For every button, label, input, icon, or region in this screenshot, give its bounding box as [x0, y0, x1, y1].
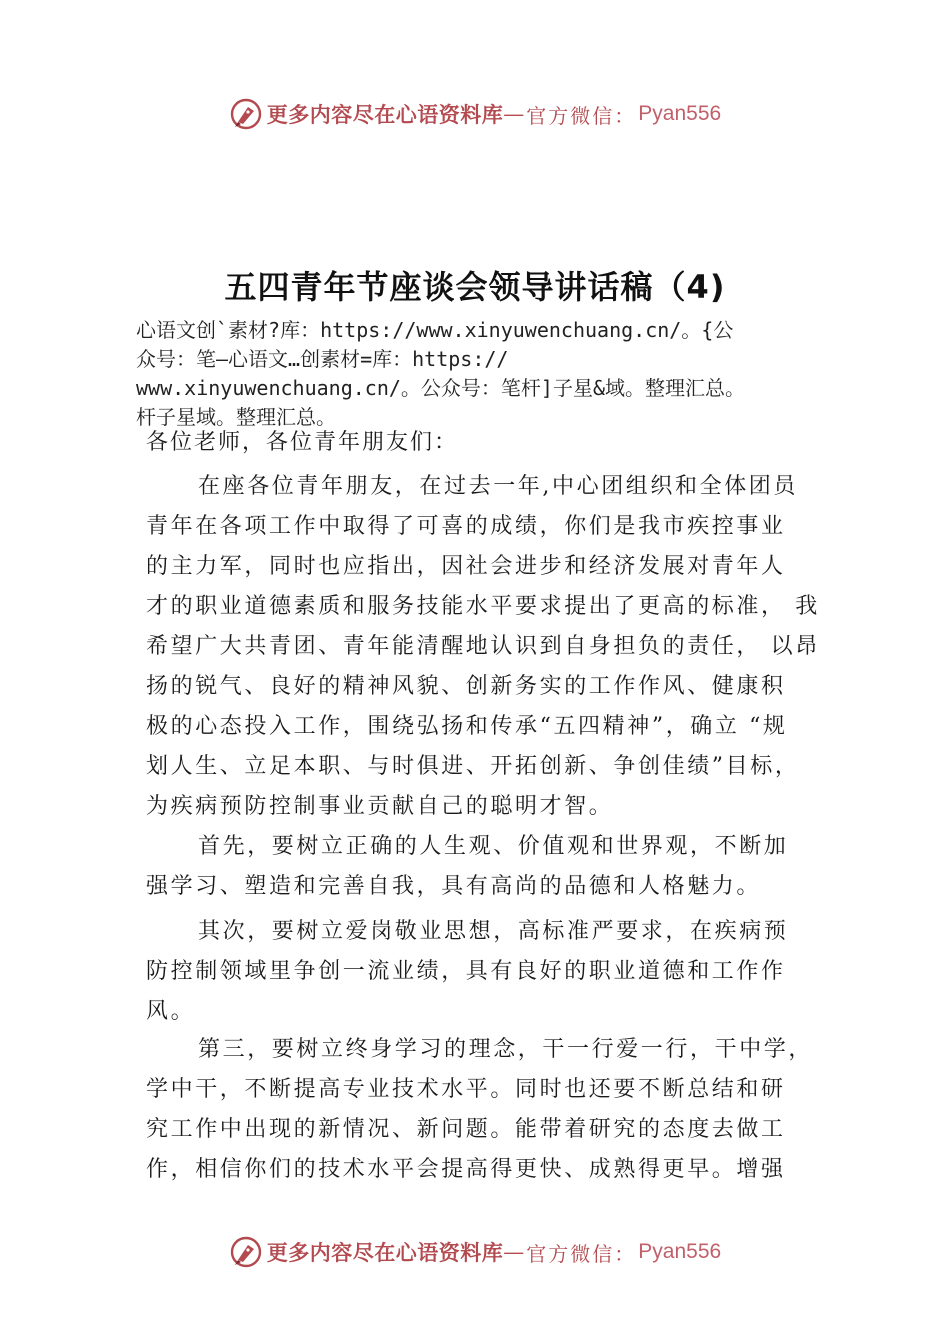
source-note-line: 心语文创`素材?库：https://www.xinyuwenchuang.cn/。{公: [136, 318, 734, 342]
paragraph-line: 作，相信你们的技术水平会提高得更快、成熟得更早。增强: [146, 1157, 786, 1182]
header-banner: [0, 94, 950, 134]
source-note-line: 杆子星域。整理汇总。: [136, 405, 336, 429]
paragraph-line: 的主力军，同时也应指出，因社会进步和经济发展对青年人: [146, 554, 786, 579]
banner-brand-text: 更多内容尽在心语资料库: [266, 1240, 504, 1265]
banner-dash: —: [503, 1240, 525, 1264]
banner-dash: —: [503, 102, 525, 126]
source-note: [136, 316, 850, 432]
paragraph-line: 防控制领域里争创一流业绩，具有良好的职业道德和工作作: [146, 959, 786, 984]
paragraph-line: 第三，要树立终身学习的理念，干一行爱一行，干中学，: [198, 1037, 814, 1062]
pen-nib-logo-icon: [229, 1235, 263, 1269]
body-paragraph-3: [146, 912, 826, 1032]
paragraph-line: 在座各位青年朋友，在过去一年,中心团组织和全体团员: [198, 474, 798, 499]
banner-brand-text: 更多内容尽在心语资料库: [266, 102, 504, 127]
paragraph-line: 首先，要树立正确的人生观、价值观和世界观，不断加: [198, 834, 789, 859]
source-note-line: www.xinyuwenchuang.cn/。公众号：笔杆]子星&域。整理汇总。: [136, 376, 745, 400]
body-paragraph-1: [146, 467, 826, 827]
paragraph-line: 强学习、塑造和完善自我，具有高尚的品德和人格魅力。: [146, 874, 762, 899]
paragraph-line: 划人生、立足本职、与时俱进、开拓创新、争创佳绩”目标，: [146, 754, 800, 779]
banner-wechat-id: Pyan556: [638, 102, 722, 125]
paragraph-line: 风。: [146, 999, 196, 1024]
banner-wechat-label: 官方微信：: [526, 1241, 637, 1266]
paragraph-line: 希望广大共青团、青年能清醒地认识到自身担负的责任， 以昂: [146, 634, 820, 659]
pen-nib-logo-icon: [229, 97, 263, 131]
paragraph-line: 青年在各项工作中取得了可喜的成绩，你们是我市疾控事业: [146, 514, 786, 539]
body-paragraph-4: [146, 1030, 826, 1190]
paragraph-line: 才的职业道德素质和服务技能水平要求提出了更高的标准， 我: [146, 594, 820, 619]
document-title: 五四青年节座谈会领导讲话稿（4): [224, 268, 726, 306]
footer-banner: [0, 1232, 950, 1272]
banner-wechat-id: Pyan556: [638, 1240, 722, 1263]
source-note-line: 众号：笔—心语文…创素材=库：https://: [136, 347, 509, 371]
paragraph-line: 为疾病预防控制事业贡献自己的聪明才智。: [146, 794, 614, 819]
banner-wechat-label: 官方微信：: [526, 103, 637, 128]
paragraph-line: 扬的锐气、良好的精神风貌、创新务实的工作作风、健康积: [146, 674, 786, 699]
paragraph-line: 极的心态投入工作，围绕弘扬和传承“五四精神”，确立 “规: [146, 714, 788, 739]
paragraph-line: 学中干，不断提高专业技术水平。同时也还要不断总结和研: [146, 1077, 786, 1102]
greeting: 各位老师，各位青年朋友们：: [146, 430, 459, 455]
paragraph-line: 其次，要树立爱岗敬业思想，高标准严要求，在疾病预: [198, 919, 789, 944]
paragraph-line: 究工作中出现的新情况、新问题。能带着研究的态度去做工: [146, 1117, 786, 1142]
body-paragraph-2: [146, 827, 826, 907]
